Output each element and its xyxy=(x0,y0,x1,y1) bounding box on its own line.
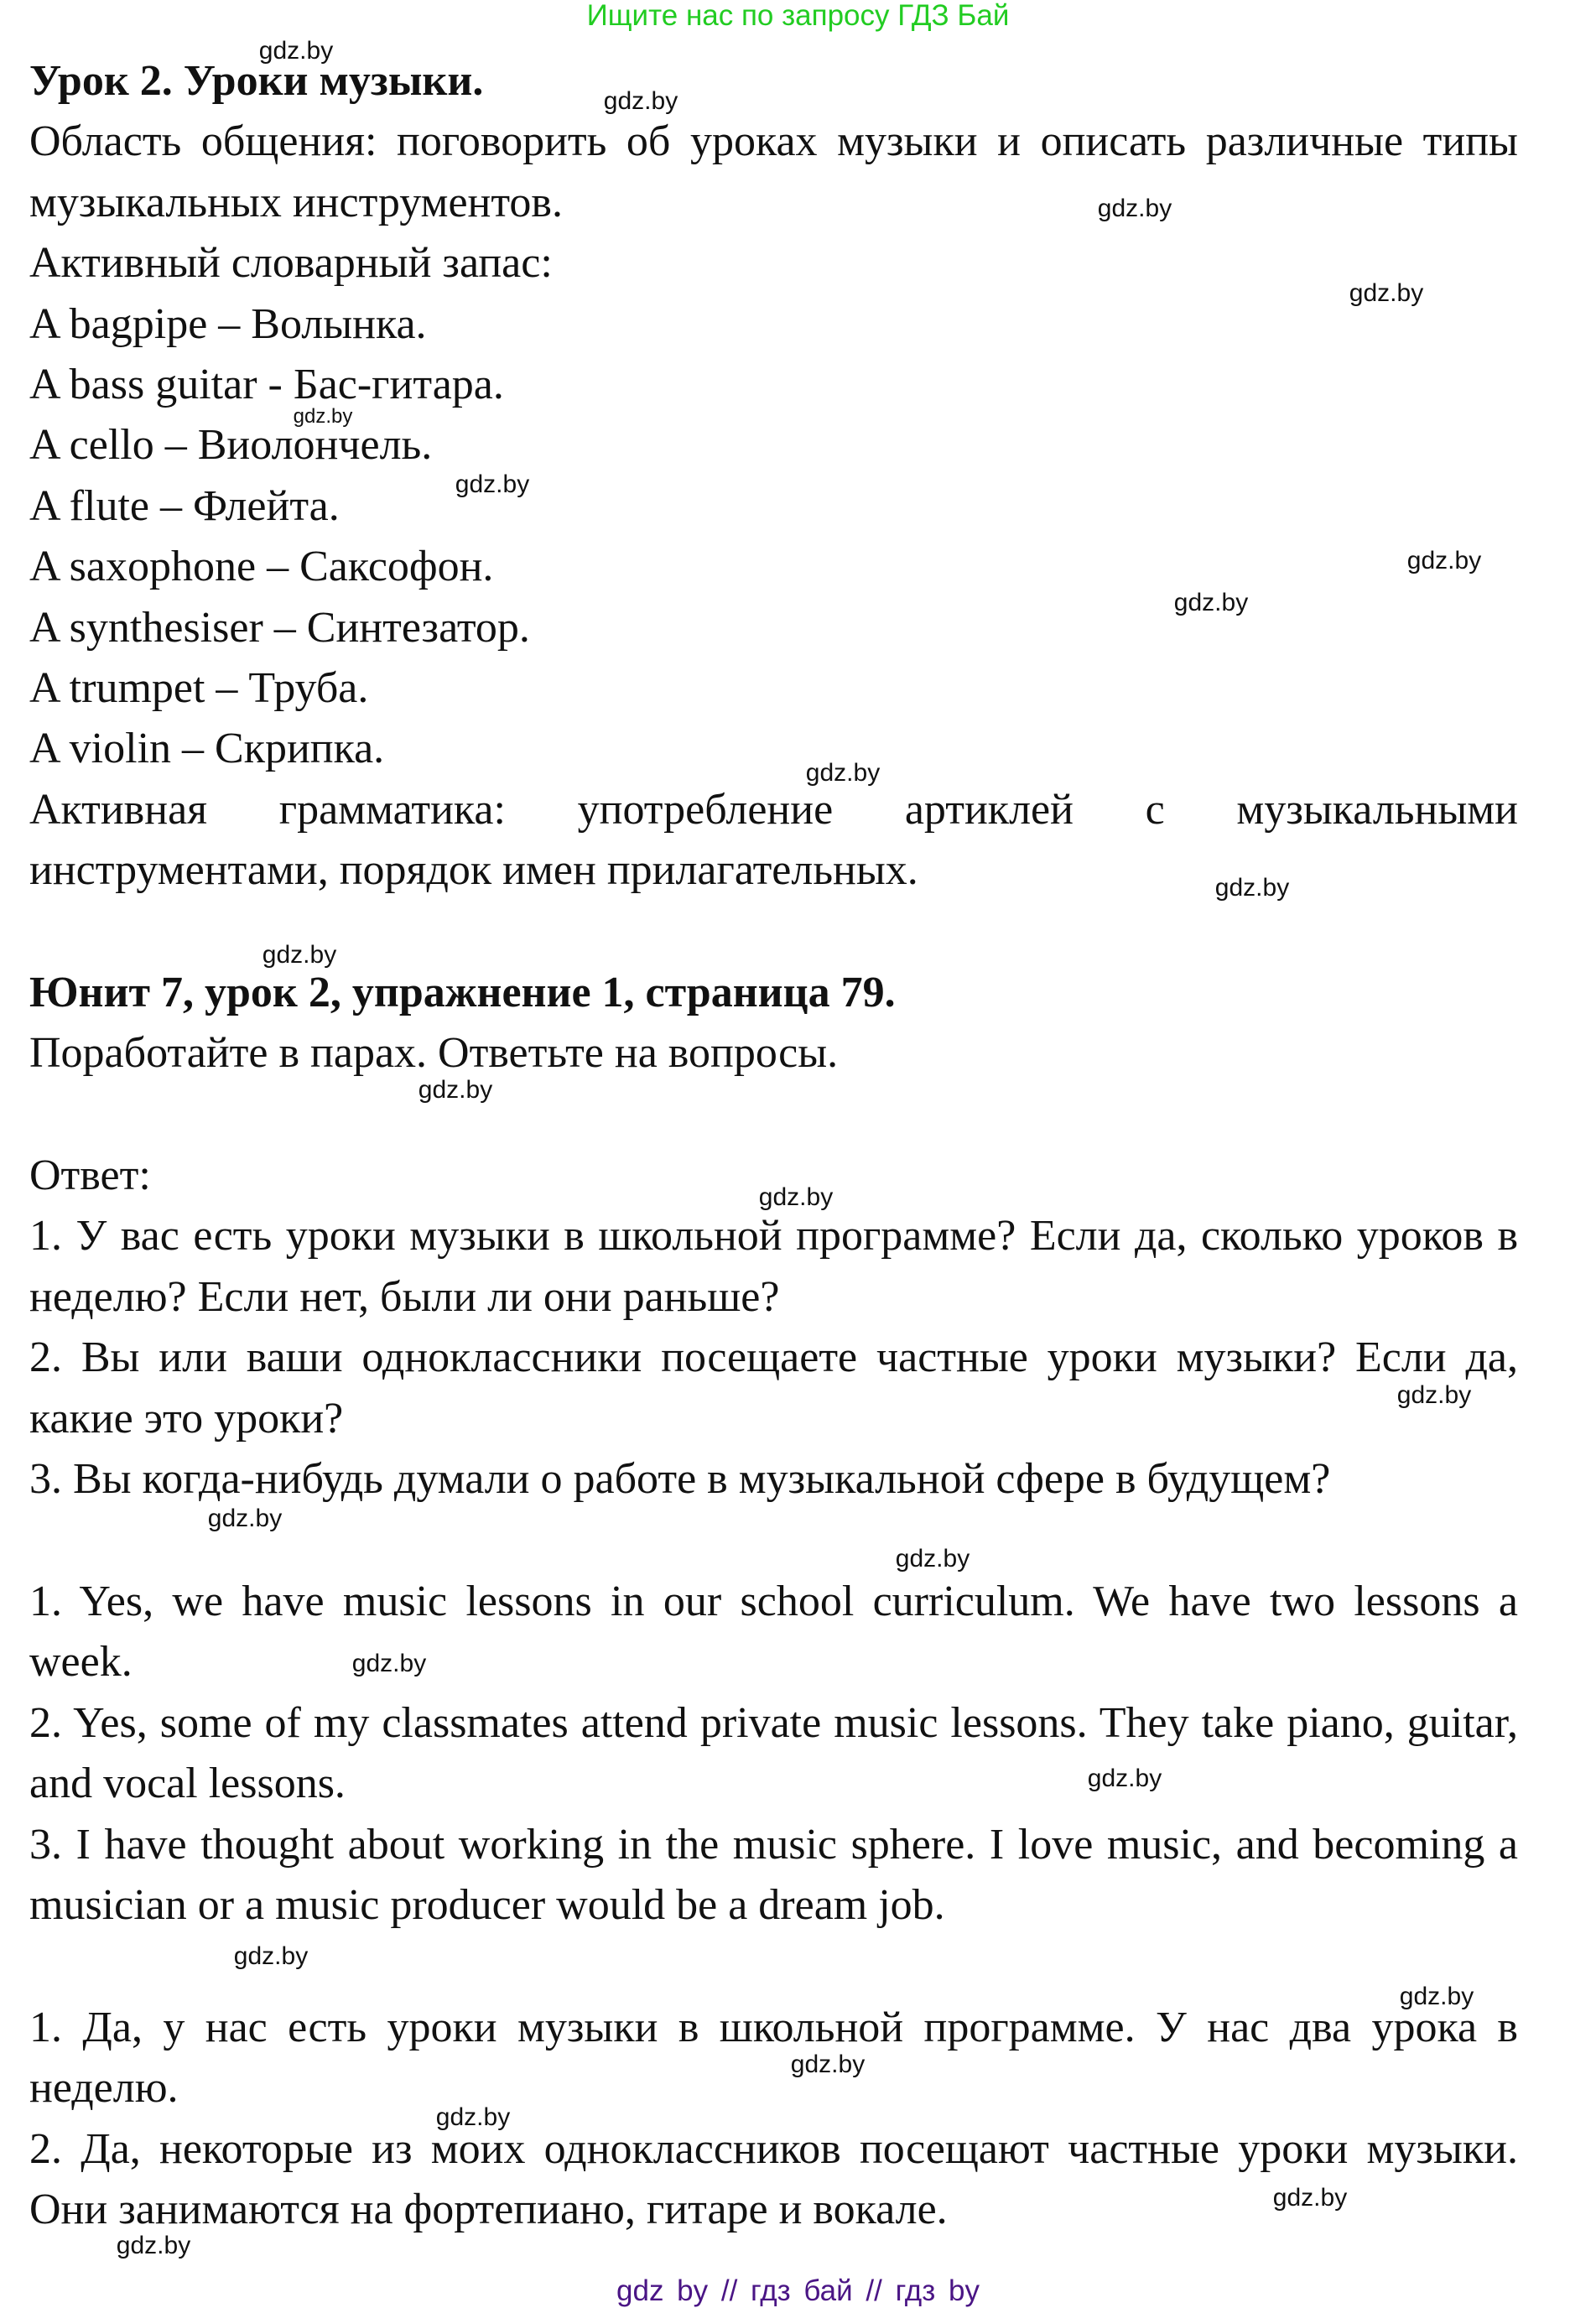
vocab-label: Активный словарный запас: xyxy=(29,239,553,288)
vocab-item: A synthesiser – Синтезатор. xyxy=(29,603,530,652)
vocab-item: A trumpet – Труба. xyxy=(29,664,369,713)
watermark: gdz.by xyxy=(418,1076,493,1104)
grammar-text: Активная грамматика: употребление артиклей с музыкальными инструментами, порядок имен прилагательных. xyxy=(29,785,1518,895)
watermark: gdz.by xyxy=(1097,195,1172,222)
question: 2. Вы или ваши одноклассники посещаете частные уроки музыки? Если да, какие это уроки? xyxy=(29,1333,1518,1442)
vocab-item: A cello – Виолончель. xyxy=(29,421,433,470)
watermark: gdz.by xyxy=(1399,1983,1474,2010)
watermark: gdz.by xyxy=(258,37,334,65)
watermark: gdz.by xyxy=(207,1505,283,1532)
question: 1. У вас есть уроки музыки в школьной программе? Если да, сколько уроков в неделю? Если нет, были ли они раньше? xyxy=(29,1212,1518,1321)
exercise-heading: Юнит 7, урок 2, упражнение 1, страница 79. xyxy=(29,969,896,1016)
vocab-item: A saxophone – Саксофон. xyxy=(29,543,494,591)
lesson-title: Урок 2. Уроки музыки. xyxy=(29,57,484,105)
watermark: gdz.by xyxy=(1214,874,1290,902)
vocab-item: A bass guitar - Бас-гитара. xyxy=(29,361,504,409)
watermark: gdz.by xyxy=(790,2051,866,2078)
footer-links: gdz by // гдз бай // гдз by xyxy=(616,2274,980,2307)
watermark: gdz.by xyxy=(1087,1765,1162,1792)
answers-english xyxy=(29,1572,1518,1936)
answer-en: 2. Yes, some of my classmates attend private music lessons. They take piano, guitar, and vocal lessons. xyxy=(29,1698,1518,1808)
exercise-task: Поработайте в парах. Ответьте на вопросы. xyxy=(29,1029,839,1078)
watermark: gdz.by xyxy=(805,759,881,787)
answer-en: 1. Yes, we have music lessons in our school curriculum. We have two lessons a week. xyxy=(29,1578,1518,1687)
watermark: gdz.by xyxy=(1396,1381,1472,1409)
watermark: gdz.by xyxy=(116,2232,191,2259)
vocab-item: A violin – Скрипка. xyxy=(29,725,385,773)
lesson-section xyxy=(29,51,1518,902)
answer-label: Ответ: xyxy=(29,1151,151,1199)
answer-ru: 1. Да, у нас есть уроки музыки в школьной программе. У нас два урока в неделю. xyxy=(29,2004,1518,2113)
watermark: gdz.by xyxy=(262,941,337,969)
watermark: gdz.by xyxy=(351,1650,427,1677)
search-banner: Ищите нас по запросу ГДЗ Бай xyxy=(586,0,1010,32)
vocab-item: A bagpipe – Волынка. xyxy=(29,299,427,348)
answer-ru: 2. Да, некоторые из моих одноклассников посещают частные уроки музыки. Они занимаются на фортепиано, гитаре и вокале. xyxy=(29,2124,1518,2234)
watermark: gdz.by xyxy=(1272,2184,1348,2212)
question: 3. Вы когда-нибудь думали о работе в музыкальной сфере в будущем? xyxy=(29,1455,1331,1504)
watermark: gdz.by xyxy=(293,405,353,428)
exercise-section xyxy=(29,963,1518,1084)
watermark: gdz.by xyxy=(435,2103,511,2131)
vocab-item: A flute – Флейта. xyxy=(29,481,340,530)
answer-en: 3. I have thought about working in the music sphere. I love music, and becoming a musician or a music producer would be a dream job. xyxy=(29,1820,1518,1930)
watermark: gdz.by xyxy=(1349,279,1424,307)
watermark: gdz.by xyxy=(1406,547,1482,574)
watermark: gdz.by xyxy=(895,1545,970,1572)
watermark: gdz.by xyxy=(233,1942,309,1970)
watermark: gdz.by xyxy=(758,1183,834,1211)
lesson-scope: Область общения: поговорить об уроках музыки и описать различные типы музыкальных инструментов. xyxy=(29,117,1518,226)
watermark: gdz.by xyxy=(603,87,678,115)
watermark: gdz.by xyxy=(455,470,530,498)
watermark: gdz.by xyxy=(1173,589,1249,616)
